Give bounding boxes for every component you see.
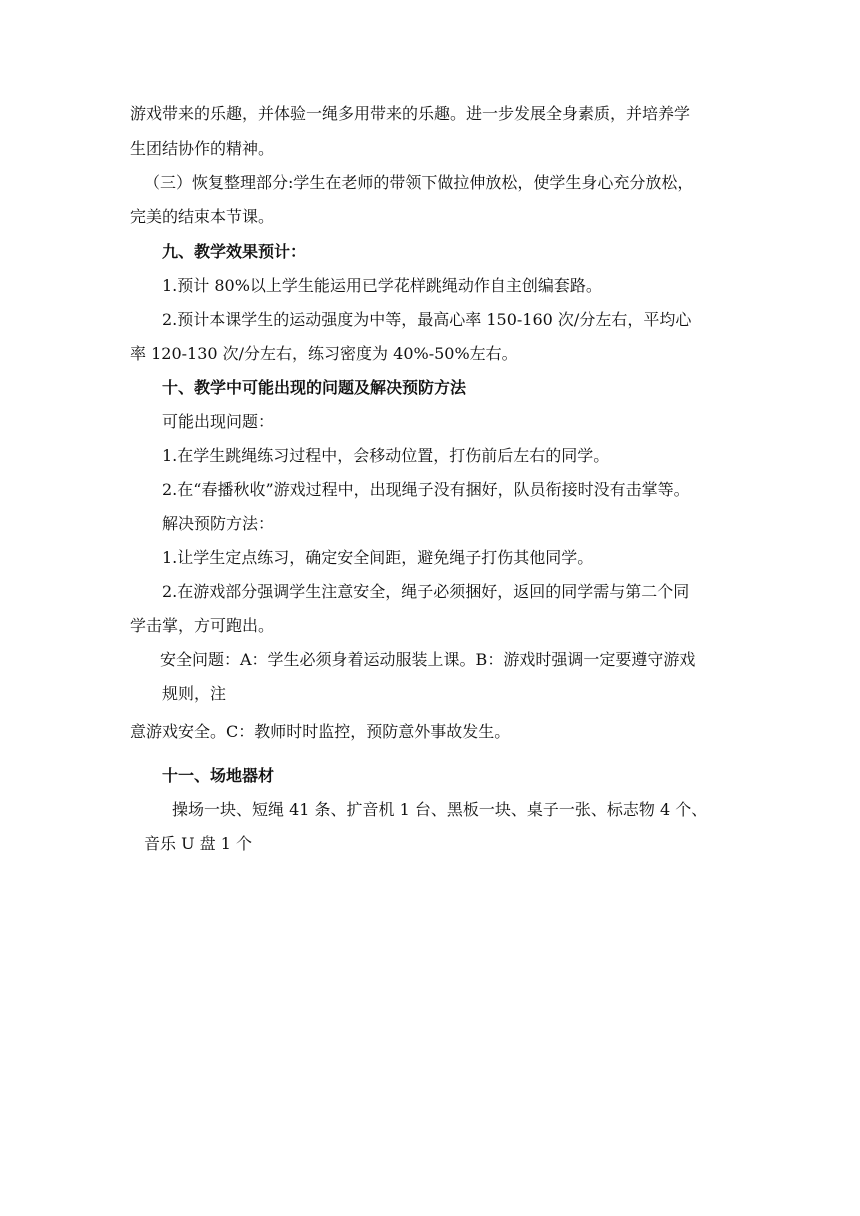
- paragraph-line: 安全问题：A：学生必须身着运动服装上课。B：游戏时强调一定要遵守游戏: [160, 650, 696, 669]
- paragraph-line: （三）恢复整理部分:学生在老师的带领下做拉伸放松，使学生身心充分放松，: [144, 173, 694, 192]
- section-heading-11: 十一、场地器材: [162, 766, 275, 785]
- paragraph-line: 可能出现问题：: [162, 412, 275, 431]
- section-heading-9: 九、教学效果预计：: [162, 242, 307, 261]
- paragraph-line: 1.让学生定点练习，确定安全间距，避免绳子打伤其他同学。: [162, 548, 594, 567]
- paragraph-line: 游戏带来的乐趣，并体验一绳多用带来的乐趣。进一步发展全身素质，并培养学: [130, 104, 691, 123]
- paragraph-line: 2.在“春播秋收”游戏过程中，出现绳子没有捆好，队员衔接时没有击掌等。: [162, 480, 690, 499]
- paragraph-line: 学击掌，方可跑出。: [130, 616, 275, 635]
- paragraph-line: 操场一块、短绳 41 条、扩音机 1 台、黑板一块、桌子一张、标志物 4 个、: [172, 800, 708, 819]
- paragraph-line: 意游戏安全。C：教师时时监控，预防意外事故发生。: [130, 722, 511, 741]
- paragraph-line: 2.在游戏部分强调学生注意安全，绳子必须捆好，返回的同学需与第二个同: [162, 582, 690, 601]
- paragraph-line: 规则，注: [162, 684, 227, 703]
- section-heading-10: 十、教学中可能出现的问题及解决预防方法: [162, 378, 467, 397]
- paragraph-line: 解决预防方法：: [162, 514, 275, 533]
- paragraph-line: 1.在学生跳绳练习过程中，会移动位置，打伤前后左右的同学。: [162, 446, 610, 465]
- paragraph-line: 2.预计本课学生的运动强度为中等，最高心率 150-160 次/分左右，平均心: [162, 310, 692, 329]
- paragraph-line: 生团结协作的精神。: [130, 139, 275, 158]
- paragraph-line: 音乐 U 盘 1 个: [144, 834, 253, 853]
- paragraph-line: 完美的结束本节课。: [130, 207, 275, 226]
- paragraph-line: 率 120-130 次/分左右，练习密度为 40%-50%左右。: [130, 344, 518, 363]
- paragraph-line: 1.预计 80%以上学生能运用已学花样跳绳动作自主创编套路。: [162, 276, 602, 295]
